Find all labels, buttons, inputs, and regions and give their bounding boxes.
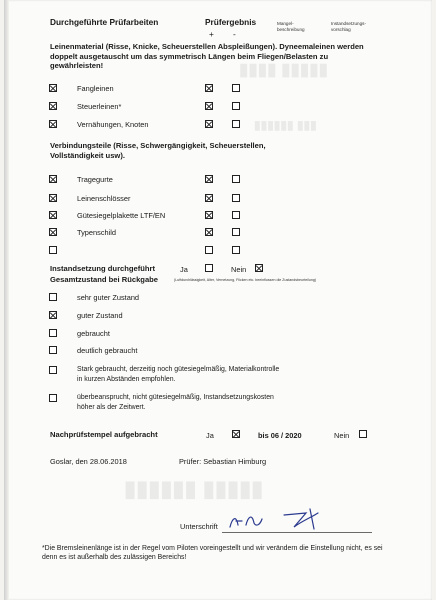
brake-line-footnote: *Die Bremsleinenlänge ist in der Regel vom Piloten voreingestellt und wir verändern die Einstellung nicht, es sei denn es ist außerhalb des zulässigen Bereichs!: [42, 545, 383, 561]
show-through-artifact: ▮▮▮▮ ▮▮▮▮▮: [239, 60, 328, 79]
signature-line: [222, 532, 372, 533]
place-date: Goslar, den 28.06.2018: [50, 457, 127, 466]
overall-option-checkbox[interactable]: [49, 366, 57, 374]
lines-item-checkbox[interactable]: [49, 120, 57, 128]
conn-item-label: Gütesiegelplakette LTF/EN: [77, 211, 166, 220]
stamp-no-checkbox[interactable]: [359, 430, 367, 438]
col-header-plus: +: [209, 29, 214, 39]
overall-option-label: überbeansprucht, nicht gütesiegelmäßig, Instandsetzungskosten höher als der Zeitwert.: [77, 394, 274, 411]
signature-mark: [222, 505, 342, 531]
overall-subtitle: (Luftdurchlässigkeit, Alter, Vernetzung, Flicken etc. beeinflussen die Zustandsbeurteilung): [174, 278, 317, 282]
overall-option-label: sehr guter Zustand: [77, 293, 140, 302]
conn-item-label: Tragegurte: [77, 175, 113, 184]
overall-option-label: deutlich gebraucht: [77, 346, 138, 355]
conn-item-checkbox[interactable]: [49, 246, 57, 254]
overall-option-checkbox[interactable]: [49, 329, 57, 337]
stamp-label: Nachprüfstempel aufgebracht: [50, 430, 158, 439]
stamp-no-label: Nein: [334, 431, 350, 440]
result-minus-checkbox[interactable]: [232, 102, 240, 110]
result-plus-checkbox[interactable]: [205, 84, 213, 92]
conn-item-label: Typenschild: [77, 228, 117, 237]
col-header-repair: Instandsetzungs- vorschlag: [331, 21, 366, 32]
inspection-form-page: [4, 0, 432, 600]
repair-no-label: Nein: [231, 265, 247, 274]
result-plus-checkbox[interactable]: [205, 246, 213, 254]
result-minus-checkbox[interactable]: [232, 228, 240, 236]
result-minus-checkbox[interactable]: [232, 194, 240, 202]
lines-item-label: Fangleinen: [77, 84, 114, 93]
overall-option-checkbox[interactable]: [49, 394, 57, 402]
lines-item-checkbox[interactable]: [49, 102, 57, 110]
result-minus-checkbox[interactable]: [232, 211, 240, 219]
result-plus-checkbox[interactable]: [205, 194, 213, 202]
repair-no-checkbox[interactable]: [255, 264, 263, 272]
result-minus-checkbox[interactable]: [232, 246, 240, 254]
result-minus-checkbox[interactable]: [232, 175, 240, 183]
col-header-minus: -: [233, 29, 236, 39]
show-through-artifact: ▮▮▮▮▮▮ ▮▮▮: [254, 118, 317, 132]
inspector-name: Prüfer: Sebastian Himburg: [179, 457, 267, 466]
col-header-result: Prüfergebnis: [205, 17, 257, 27]
overall-option-checkbox[interactable]: [49, 293, 57, 301]
col-header-work: Durchgeführte Prüfarbeiten: [50, 17, 159, 27]
result-plus-checkbox[interactable]: [205, 175, 213, 183]
result-plus-checkbox[interactable]: [205, 120, 213, 128]
overall-option-label: gebraucht: [77, 329, 110, 338]
show-through-artifact: ▮▮▮▮▮▮ ▮▮▮▮▮: [124, 476, 264, 501]
result-plus-checkbox[interactable]: [205, 228, 213, 236]
stamp-yes-label: Ja: [206, 431, 214, 440]
overall-option-checkbox[interactable]: [49, 346, 57, 354]
conn-item-label: Leinenschlösser: [77, 194, 131, 203]
lines-item-checkbox[interactable]: [49, 84, 57, 92]
conn-item-checkbox[interactable]: [49, 228, 57, 236]
lines-section-title: Leinenmaterial (Risse, Knicke, Scheuerstellen Abspleißungen). Dyneemaleinen werden doppelt ausgetauscht um das symmetrisch Längen beim Fliegen/Belasten zu gewährleisten!: [50, 42, 364, 71]
result-plus-checkbox[interactable]: [205, 102, 213, 110]
repair-label: Instandsetzung durchgeführt: [50, 264, 156, 273]
conn-item-checkbox[interactable]: [49, 211, 57, 219]
scan-edge: [4, 0, 9, 600]
conn-item-checkbox[interactable]: [49, 175, 57, 183]
lines-item-label: Steuerleinen*: [77, 102, 122, 111]
conn-item-checkbox[interactable]: [49, 194, 57, 202]
overall-option-label: Stark gebraucht, derzeitig noch gütesiegelmäßig, Materialkontrolle in kurzen Abständen empfohlen.: [77, 366, 280, 383]
signature-label: Unterschrift: [180, 522, 218, 531]
result-minus-checkbox[interactable]: [232, 84, 240, 92]
connectors-section-title: Verbindungsteile (Risse, Schwergängigkeit, Scheuerstellen, Vollständigkeit usw).: [50, 141, 266, 160]
stamp-until: bis 06 / 2020: [258, 431, 302, 440]
repair-yes-label: Ja: [180, 265, 188, 274]
lines-item-label: Vernähungen, Knoten: [77, 120, 149, 129]
overall-option-label: guter Zustand: [77, 311, 123, 320]
overall-title: Gesamtzustand bei Rückgabe: [50, 275, 159, 284]
result-plus-checkbox[interactable]: [205, 211, 213, 219]
col-header-defect: Mangel- beschreibung: [277, 21, 305, 32]
stamp-yes-checkbox[interactable]: [232, 430, 240, 438]
repair-yes-checkbox[interactable]: [205, 264, 213, 272]
result-minus-checkbox[interactable]: [232, 120, 240, 128]
overall-option-checkbox[interactable]: [49, 311, 57, 319]
